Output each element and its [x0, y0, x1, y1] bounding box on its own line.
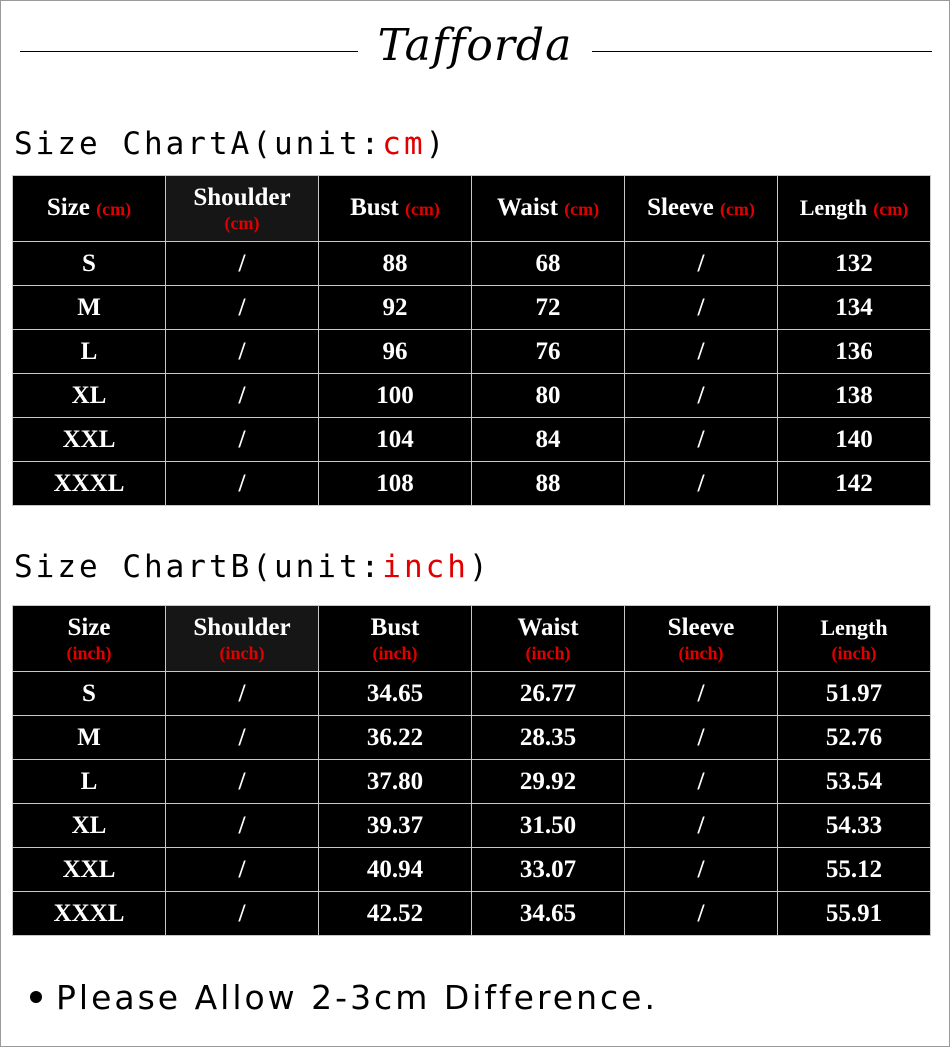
- cell-waist: 29.92: [472, 760, 625, 804]
- header-label: Waist: [517, 613, 579, 641]
- cell-shoulder: /: [166, 330, 319, 374]
- cell-waist: 28.35: [472, 716, 625, 760]
- cell-length: 142: [778, 462, 931, 506]
- cell-length: 134: [778, 286, 931, 330]
- header-unit: (cm): [873, 199, 909, 219]
- cell-length: 138: [778, 374, 931, 418]
- cell-size: XXL: [13, 848, 166, 892]
- cell-size: XXXL: [13, 892, 166, 936]
- cell-length: 136: [778, 330, 931, 374]
- table-row: [13, 242, 931, 286]
- cell-waist: 84: [472, 418, 625, 462]
- cell-bust: 92: [319, 286, 472, 330]
- header-bust: [319, 606, 472, 672]
- cell-length: 132: [778, 242, 931, 286]
- cell-waist: 34.65: [472, 892, 625, 936]
- header-unit: (inch): [66, 642, 112, 663]
- cell-length: 140: [778, 418, 931, 462]
- cell-length: 53.54: [778, 760, 931, 804]
- header-label: Sleeve: [667, 613, 735, 641]
- cell-bust: 39.37: [319, 804, 472, 848]
- cell-size: XL: [13, 804, 166, 848]
- table-row: [13, 330, 931, 374]
- size-chart-b-table: [12, 605, 931, 936]
- cell-waist: 26.77: [472, 672, 625, 716]
- header-size: [13, 176, 166, 242]
- cell-size: M: [13, 286, 166, 330]
- cell-size: XL: [13, 374, 166, 418]
- cell-size: L: [13, 330, 166, 374]
- cell-waist: 80: [472, 374, 625, 418]
- header-unit: (cm): [719, 199, 755, 219]
- header-label: Waist: [496, 194, 558, 221]
- cell-size: S: [13, 242, 166, 286]
- header-label: Size: [46, 194, 90, 221]
- difference-note: [30, 975, 658, 1021]
- header-bust: [319, 176, 472, 242]
- cell-bust: 108: [319, 462, 472, 506]
- header-waist: [472, 606, 625, 672]
- header-size: [13, 606, 166, 672]
- cell-waist: 31.50: [472, 804, 625, 848]
- cell-bust: 36.22: [319, 716, 472, 760]
- cell-sleeve: /: [625, 848, 778, 892]
- header-unit: (inch): [831, 642, 877, 663]
- table-row: [13, 804, 931, 848]
- chart-b-heading-suffix: ): [468, 549, 491, 585]
- header-shoulder: [166, 176, 319, 242]
- header-label: Shoulder: [193, 613, 291, 641]
- header-unit: (cm): [404, 199, 440, 219]
- cell-sleeve: /: [625, 804, 778, 848]
- table-row: [13, 716, 931, 760]
- cell-waist: 88: [472, 462, 625, 506]
- cell-shoulder: /: [166, 462, 319, 506]
- header-unit: (inch): [219, 642, 265, 663]
- cell-sleeve: /: [625, 892, 778, 936]
- cell-sleeve: /: [625, 330, 778, 374]
- header-label: Sleeve: [647, 194, 714, 221]
- cell-length: 52.76: [778, 716, 931, 760]
- cell-waist: 68: [472, 242, 625, 286]
- cell-size: L: [13, 760, 166, 804]
- table-row: [13, 418, 931, 462]
- header-label: Shoulder: [193, 183, 291, 211]
- cell-shoulder: /: [166, 848, 319, 892]
- chart-a-heading-unit: cm: [382, 126, 426, 162]
- table-row: [13, 462, 931, 506]
- cell-bust: 40.94: [319, 848, 472, 892]
- header-unit: (inch): [678, 642, 724, 663]
- chart-a-heading-prefix: Size ChartA(unit:: [14, 126, 383, 162]
- cell-bust: 37.80: [319, 760, 472, 804]
- cell-sleeve: /: [625, 374, 778, 418]
- header-label: Bust: [370, 613, 420, 641]
- table-row: [13, 848, 931, 892]
- cell-shoulder: /: [166, 418, 319, 462]
- cell-sleeve: /: [625, 760, 778, 804]
- chart-a-heading: [14, 124, 447, 164]
- header-sleeve: [625, 606, 778, 672]
- cell-shoulder: /: [166, 286, 319, 330]
- table-row: [13, 760, 931, 804]
- header-unit: (cm): [96, 199, 132, 219]
- cell-shoulder: /: [166, 892, 319, 936]
- cell-size: XXXL: [13, 462, 166, 506]
- cell-waist: 33.07: [472, 848, 625, 892]
- cell-bust: 34.65: [319, 672, 472, 716]
- header-label: Size: [67, 613, 111, 641]
- cell-length: 51.97: [778, 672, 931, 716]
- header-label: Length: [820, 614, 888, 640]
- cell-sleeve: /: [625, 462, 778, 506]
- cell-sleeve: /: [625, 242, 778, 286]
- cell-sleeve: /: [625, 716, 778, 760]
- difference-note-text: Please Allow 2-3cm Difference.: [56, 978, 658, 1017]
- chart-b-heading-prefix: Size ChartB(unit:: [14, 549, 383, 585]
- cell-bust: 42.52: [319, 892, 472, 936]
- header-shoulder: [166, 606, 319, 672]
- chart-b-heading-unit: inch: [382, 549, 469, 585]
- header-length: [778, 176, 931, 242]
- header-unit: (inch): [372, 642, 418, 663]
- table-row: [13, 374, 931, 418]
- brand-divider-right: [592, 51, 932, 52]
- cell-shoulder: /: [166, 242, 319, 286]
- bullet-icon: [30, 991, 42, 1003]
- cell-sleeve: /: [625, 418, 778, 462]
- cell-shoulder: /: [166, 760, 319, 804]
- cell-bust: 104: [319, 418, 472, 462]
- cell-bust: 88: [319, 242, 472, 286]
- cell-waist: 72: [472, 286, 625, 330]
- brand-logo: Tafforda: [377, 20, 573, 71]
- header-label: Length: [799, 195, 867, 220]
- table-header-row: [13, 176, 931, 242]
- header-waist: [472, 176, 625, 242]
- cell-sleeve: /: [625, 286, 778, 330]
- cell-bust: 100: [319, 374, 472, 418]
- cell-shoulder: /: [166, 374, 319, 418]
- header-unit: (cm): [224, 212, 260, 233]
- cell-waist: 76: [472, 330, 625, 374]
- cell-length: 55.12: [778, 848, 931, 892]
- table-header-row: [13, 606, 931, 672]
- chart-b-heading: [14, 547, 491, 587]
- table-row: [13, 672, 931, 716]
- header-label: Bust: [350, 194, 399, 221]
- cell-shoulder: /: [166, 804, 319, 848]
- cell-sleeve: /: [625, 672, 778, 716]
- size-chart-a-table: [12, 175, 931, 506]
- table-row: [13, 892, 931, 936]
- cell-length: 55.91: [778, 892, 931, 936]
- table-row: [13, 286, 931, 330]
- cell-length: 54.33: [778, 804, 931, 848]
- cell-size: XXL: [13, 418, 166, 462]
- header-unit: (cm): [564, 199, 600, 219]
- cell-size: S: [13, 672, 166, 716]
- cell-shoulder: /: [166, 672, 319, 716]
- cell-shoulder: /: [166, 716, 319, 760]
- header-length: [778, 606, 931, 672]
- header-unit: (inch): [525, 642, 571, 663]
- cell-size: M: [13, 716, 166, 760]
- cell-bust: 96: [319, 330, 472, 374]
- header-sleeve: [625, 176, 778, 242]
- chart-a-heading-suffix: ): [425, 126, 448, 162]
